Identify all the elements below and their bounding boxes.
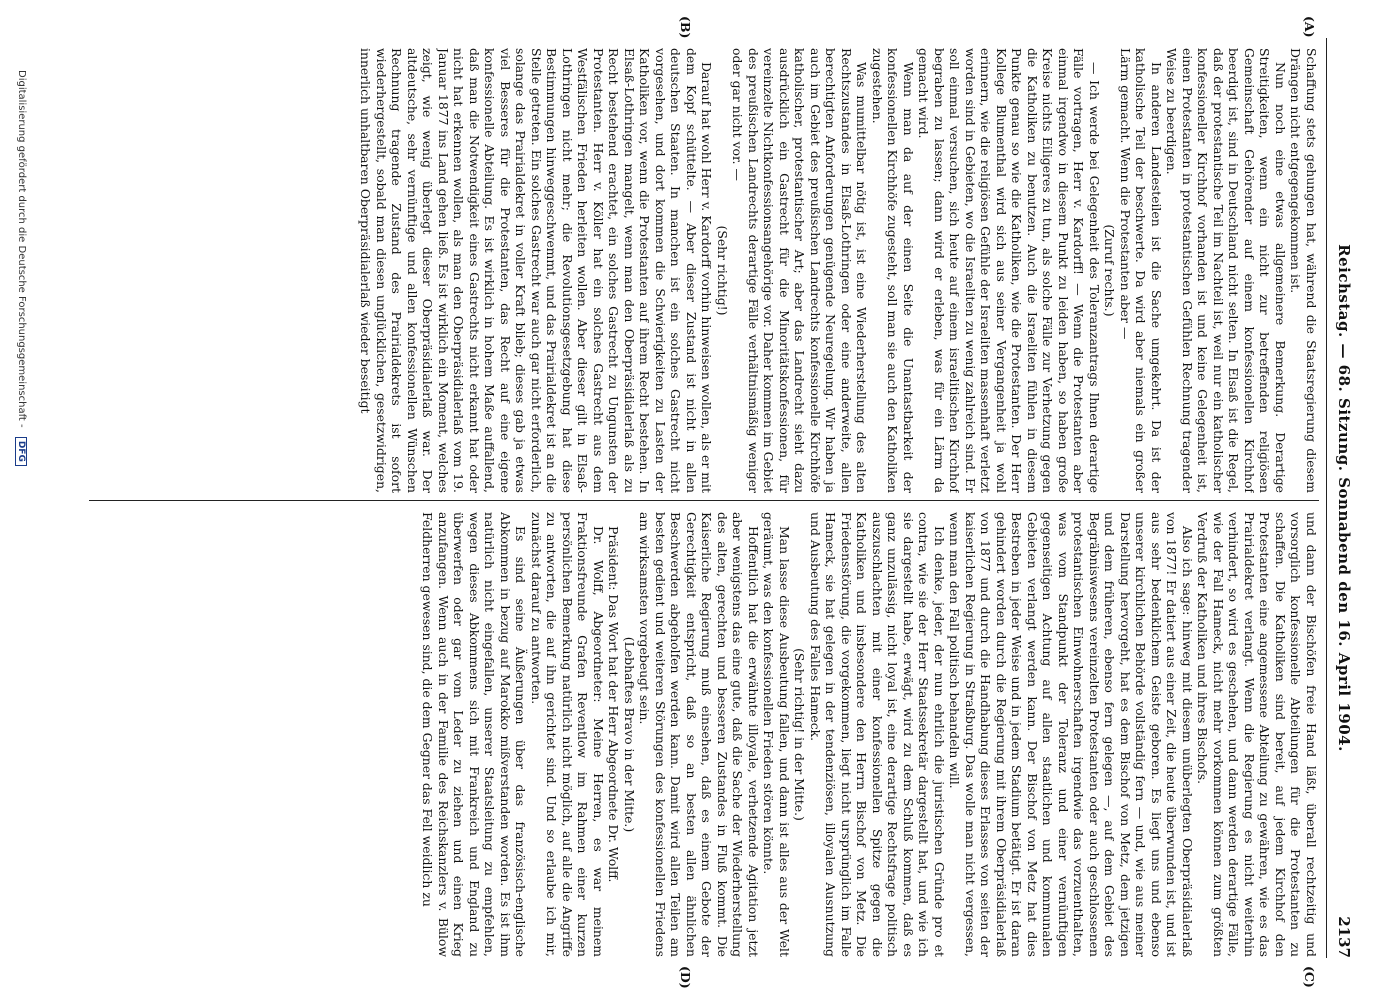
margin-marker-b: (B) — [678, 16, 693, 39]
dfg-logo: DFG — [15, 437, 27, 466]
paragraph: — Ich werde bei Gelegenheit des Toleranzantrags Ihnen derartige Fälle vortragen, Herr v. Kardorff! — Wenn die Protestanten aber einmal irgendwo in diesem Punkt zu leiden haben, so haben große Kreise nichts Eiligeres zu tun, als solche Fälle zur Verhetzung gegen die Katholiken zu benutzen. Auch die Israeliten fühlen in diesem Punkte genau so wie die Katholiken, wie die Protestanten. Der Herr Kollege Blumenthal wird sich aus seiner Vergangenheit ja wohl erinnern, wie die religiösen Gefühle der Israeliten massenhaft verletzt worden sind in Gebieten, wo die Israeliten zu wenig zahlreich sind. Er soll einmal versuchen, sich heute auf einem israelitischen Kirchhof begraben zu lassen; dann wird er erleben, was für ein Lärm da gemacht wird. — [916, 48, 1102, 493]
paragraph: Wenn man da auf der einen Seite die Unantastbarkeit der konfessionellen Kirchhöfe zugesteht, soll man sie auch den Katholiken zugestehen. — [870, 48, 916, 493]
running-title: Reichstag. — 68. Sitzung. Sonnabend den 16. April 1904. — [1335, 244, 1353, 752]
speaker-paragraph: Dr. Wolff, Abgeordneter: Meine Herren, es war meinem Fraktionsfreunde Grafen Reventlow im Rahmen einer kurzen persönlichen Bemerkung natürlich nicht möglich, auf alle die Angriffe zu antworten, die auf ihn gerichtet sind. Und so erlaube ich mir, zunächst darauf zu antworten. — [529, 512, 606, 957]
paragraph: Hoffentlich hat die erwähnte illoyale, verhetzende Agitation jetzt aber wenigstens das eine gute, daß die Sache der Wiederherstellung des alten, gerechten und besseren Zustandes in Fluß kommt. Die Kaiserliche Regierung muß einsehen, daß es einem Gebote der Gerechtigkeit entspricht, daß so an besten allen ähnlichen Beschwerden abgeholfen werden kann. Damit wird allen Teilen am besten gedient und weiteren Störungen des konfessionellen Friedens am wirksamsten vorgebeugt sein. — [637, 512, 761, 957]
margin-marker-a: (A) — [1302, 16, 1317, 38]
credit-text: Digitalisierung gefördert durch die Deutsche Forschungsgemeinschaft - — [16, 70, 27, 428]
margin-marker-d: (D) — [678, 966, 693, 989]
interjection: (Zuruf rechts.) — [1102, 224, 1118, 317]
speaker-paragraph: Präsident: Das Wort hat der Herr Abgeordnete Dr. Wolff. — [606, 526, 622, 883]
digitization-credit — [15, 70, 27, 466]
paragraph: Also ich sage: hinweg mit diesem unüberlegten Oberpräsidialerlaß von 1877! Er datiert aus einer Zeit, die heute überwunden ist, und ist aus sehr bedenklichem Geiste geboren. Es liegt uns und ebenso unserer kirchlichen Behörde vollständig fern — und, wie aus meiner Darstellung hervorgeht, hat es dem Bischof von Metz, dem jetzigen und dem früheren, ebenso fern gelegen —, auf dem Gebiet des Begräbniswesens vereinzelten Protestanten oder auch geschlossenen protestantischen Einwohnerschaften irgendwie das vorzuenthalten, was vom Standpunkt der Toleranz und einer vernünftigen gegenseitigen Achtung auf allen staatlichen und kommunalen Gebieten verlangt werden kann. Der Bischof von Metz hat dies Bestreben in jeder Weise und in jedem Stadium betätigt. Er ist daran gehindert worden durch die Regierung mit ihrem Oberpräsidialerlaß von 1877 und durch die Handhabung dieses Erlasses von seiten der kaiserlichen Regierung in Straßburg. Das wolle man nicht vergessen, wenn man den Fall politisch behandeln will. — [947, 512, 1195, 957]
interjection: (Lebhaftes Bravo in der Mitte.) — [622, 636, 637, 833]
paragraph: Schaffung stets gehungen hat, während die Staatsregierung diesem Drängen nicht entgegengekommen ist. — [1288, 48, 1319, 493]
interjection: (Sehr richtig! in der Mitte.) — [792, 648, 808, 821]
column-rule — [89, 500, 1319, 501]
paragraph: Es sind seine Äußerungen über das französisch-englische Abkommen in bezug auf Marokko mißverstanden worden. Es ist ihm natürlich nicht eingefallen, unserer Staatsleitung zu empfehlen, wegen dieses Abkommens sich mit Frankreich und England zu überwerfen oder gar vom Leder zu ziehen und einen Krieg anzufangen. Wenn auch in der Familie des Reichskanzlers v. Bülow Feldherren gewesen sind, die dem Gegner das Fell weidlich zu — [420, 512, 529, 957]
interjection: (Sehr richtig!) — [715, 225, 730, 316]
page-header — [1323, 38, 1355, 958]
paragraph: Man lasse diese Ausbeutung fallen, und dann ist alles aus der Welt geräumt, was den konfessionellen Frieden stören könnte. — [761, 512, 792, 957]
paragraph: und dann der Bischöfen freie Hand läßt, überall rechtzeitig und vorsorglich konfessionelle Abteilungen für die Protestanten zu schaffen. Die Katholiken sind bereit, auf jedem Kirchhof den Protestanten eine angemessene Abteilung zu gewähren, wie es das Prairialdekret verlangt. Wenn die Regierung es nicht weiterhin verhindert, so wird es geschehen, und dann werden derartige Fälle, wie der Fall Hameck, nicht mehr vorkommen können zum größten Verdruß der Katholiken und ihres Bischofs. — [1195, 512, 1319, 957]
paragraph: Ich denke, jeder, der nun ehrlich die juristischen Gründe pro et contra, wie sie der Herr Staatssekretär dargestellt hat, und wie ich sie dargestellt habe, erwägt, wird zu dem Schluß kommen, daß es ganz unzulässig, nicht loyal ist, eine derartige Rechtsfrage politisch auszuschlachten mit einer konfessionellen Spitze gegen die Katholiken und insbesondere den Herrn Bischof von Metz. Die Friedensstörung, die vorgekommen, liegt nicht ursprünglich im Falle Hameck, sie hat gelegen in der tendenziösen, illoyalen Ausnutzung und Ausbeutung des Falles Hameck. — [808, 512, 947, 957]
page-number: 2137 — [1335, 916, 1353, 958]
paragraph: Darauf hat wohl Herr v. Kardorff vorhin hinweisen wollen, als er mit dem Kopf schüttelte. — Aber dieser Zustand ist nicht in allen deutschen Staaten. In manchen ist ein solches Gastrecht nicht vorgesehen, und dort kommen die Schwierigkeiten zu Lasten der Katholiken vor, wenn die Protestanten auf ihrem Recht bestehen. In Elsaß-Lothringen mangelt, wenn man den Oberpräsidialerlaß als zu Recht bestehend erachtet, ein solches Gastrecht zu Ungunsten der Protestanten. Herr v. Köller hat ein solches Gastrecht aus dem Westfälischen Frieden herleiten wollen. Aber dieser gilt in Elsaß-Lothringen nicht mehr; die Revolutionsgesetzgebung hat diese Bestimmungen hinweggeschwemmt, und das Prairialdekret ist an die Stelle getreten. Ein solches Gastrecht war auch gar nicht erforderlich, solange das Prairialdekret in voller Kraft blieb; dieses gab ja etwas viel Besseres für die Protestanten, das Recht auf eine eigene konfessionelle Abteilung. Es ist wirklich in hohem Maße auffallend, daß man die Notwendigkeit eines Gastrechts nicht erkannt hat oder nicht hat erkennen wollen, als man den Oberpräsidialerlaß vom 19. Januar 1877 ins Land gehen ließ. Es ist wirklich ein Moment, welches zeigt, wie wenig überlegt dieser Oberpräsidialerlaß war. Der altdeutsche, sehr vernünftige und allen konfessionellen Wünschen Rechnung tragende Zustand des Prairialdekrets ist sofort wiederhergestellt, sobald man diesen unglücklichen, gesetzwidrigen, innerlich unhaltbaren Oberpräsidialerlaß wieder beseitigt — [358, 48, 715, 493]
paragraph: Was mumittelbar nötig ist, ist eine Wiederherstellung des alten Rechtszustandes in Elsaß-Lothringen oder eine anderweite, allen berechtigten Anforderungen genügende Neuregelung. Wir haben ja auch im Gebiet des preußischen Landrechts konfessionelle Kirchhöfe katholischer, protestantischer Art; aber das Landrecht sieht dazu ausdrücklich ein Gastrecht für die Minoritätskonfessionen, für vereinzelte Nichtkonfessionsangehörige vor. Daher kommen im Gebiet des preußischen Landrechts derartige Fälle verhältnismäßig weniger oder gar nicht vor. — — [730, 48, 870, 493]
paragraph: Nun noch eine etwas allgemeinere Bemerkung. Derartige Streitigkeiten, wenn ein nicht zur betreffenden religiösen Gemeinschaft Gehörender auf einem konfessionellen Kirchhof beerdigt ist, sind in Deutschland nicht selten. In Elsaß ist die Regel, daß der protestantische Teil im Nachteil ist, weil nur ein katholischer konfessioneller Kirchhof vorhanden ist und keine Gelegenheit ist, einen Protestanten in protestantischen Gefühlen Rechnung tragender Weise zu beerdigen. — [1164, 48, 1288, 493]
margin-marker-c: (C) — [1302, 966, 1317, 988]
right-column — [89, 512, 1319, 957]
paragraph: In anderen Landesteilen ist die Sache umgekehrt. Da ist der katholische Teil der beschwerte. Da wird aber niemals ein großer Lärm gemacht. Wenn die Protestanten aber — — [1118, 48, 1164, 493]
header-rule — [1326, 38, 1327, 958]
left-column — [89, 48, 1319, 493]
